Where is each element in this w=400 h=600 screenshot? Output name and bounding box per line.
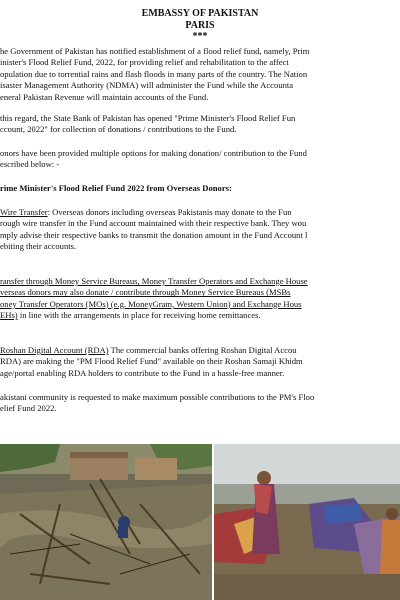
flood-photos: [0, 444, 400, 600]
text-line: onors have been provided multiple options for making donation/ contribution to the Fund: [0, 148, 307, 158]
text-line: isaster Management Authority (NDMA) will administer the Fund while the Accounta: [0, 80, 294, 91]
text-line: elief Fund 2022.: [0, 403, 57, 414]
letterhead: [0, 8, 400, 43]
text-line: RDA) are making the "PM Flood Relief Fund" available on their Roshan Samaji Khidm: [0, 356, 303, 367]
city-name: PARIS: [185, 19, 215, 31]
text-line: inister's Flood Relief Fund, 2022, for providing relief and rehabilitation to the affect: [0, 57, 289, 68]
paragraph-rda: Roshan Digital Account (RDA) The commercial banks offering Roshan Digital Accou RDA) are making the "PM Flood Relief Fund" available on their Roshan Samaji Khidm age/portal enabling RDA holders to contribute to the Fund in a hassle-free manner.: [0, 345, 400, 379]
text-line: oney Transfer Operators (MOs) (e.g. MoneyGram, Western Union) and Exchange Hous: [0, 298, 302, 309]
text-line: rough wire transfer in the Fund account maintained with their respective bank. They wou: [0, 218, 307, 229]
flooded-village-photo: [0, 444, 212, 600]
text-line: verseas donors may also donate / contribute through Money Service Bureaus (MSBs: [0, 287, 291, 298]
text-line: ransfer through Money Service Bureaus, Money Transfer Operators and Exchange House: [0, 276, 308, 286]
wire-transfer-label: Wire Transfer: [0, 207, 48, 217]
section-heading: rime Minister's Flood Relief Fund 2022 from Overseas Donors:: [0, 183, 232, 193]
paragraph-wire-transfer: Wire Transfer: Overseas donors including overseas Pakistanis may donate to the Fun rough wire transfer in the Fund account maintained with their respective bank. They wou mply advise their respective banks to transmit the donation amount in the Fund Account l ebiting their accounts.: [0, 207, 400, 253]
text-line: ccount, 2022" for collection of donations / contributions to the Fund.: [0, 124, 237, 135]
paragraph-sbp-account: [0, 113, 400, 136]
text-line: ebiting their accounts.: [0, 241, 77, 252]
embassy-title: EMBASSY OF PAKISTAN: [141, 8, 259, 19]
rda-label: Roshan Digital Account (RDA): [0, 345, 109, 355]
paragraph-fund-notification: [0, 46, 400, 103]
paragraph-options: [0, 148, 400, 171]
text-line: age/portal enabling RDA holders to contribute to the Fund in a hassle-free manner.: [0, 367, 285, 378]
text-line: eneral Pakistan Revenue will maintain accounts of the Fund.: [0, 91, 209, 102]
text-line: opulation due to torrential rains and flash floods in many parts of the country. The Nation: [0, 68, 308, 79]
paragraph-closing: [0, 392, 400, 415]
displaced-people-photo: [214, 444, 400, 600]
header-stars: ***: [192, 31, 208, 42]
text-line: this regard, the State Bank of Pakistan has opened "Prime Minister's Flood Relief Fun: [0, 113, 296, 123]
paragraph-money-transfer: ransfer through Money Service Bureaus, Money Transfer Operators and Exchange House verseas donors may also donate / contribute through Money Service Bureaus (MSBs oney Transfer Operators (MOs) (e.g. MoneyGram, Western Union) and Exchange Hous EHs) in line with the arrangements in place for receiving home remittances.: [0, 276, 400, 322]
text-line: escribed below: -: [0, 159, 60, 170]
text-line: akistani community is requested to make maximum possible contributions to the PM's Floo: [0, 392, 315, 402]
flooded-village-image: [0, 444, 212, 600]
text-line: he Government of Pakistan has notified establishment of a flood relief fund, namely, Prim: [0, 46, 310, 56]
displaced-people-image: [214, 444, 400, 600]
text-line: mply advise their respective banks to transmit the donation amount in the Fund Account l: [0, 229, 308, 240]
